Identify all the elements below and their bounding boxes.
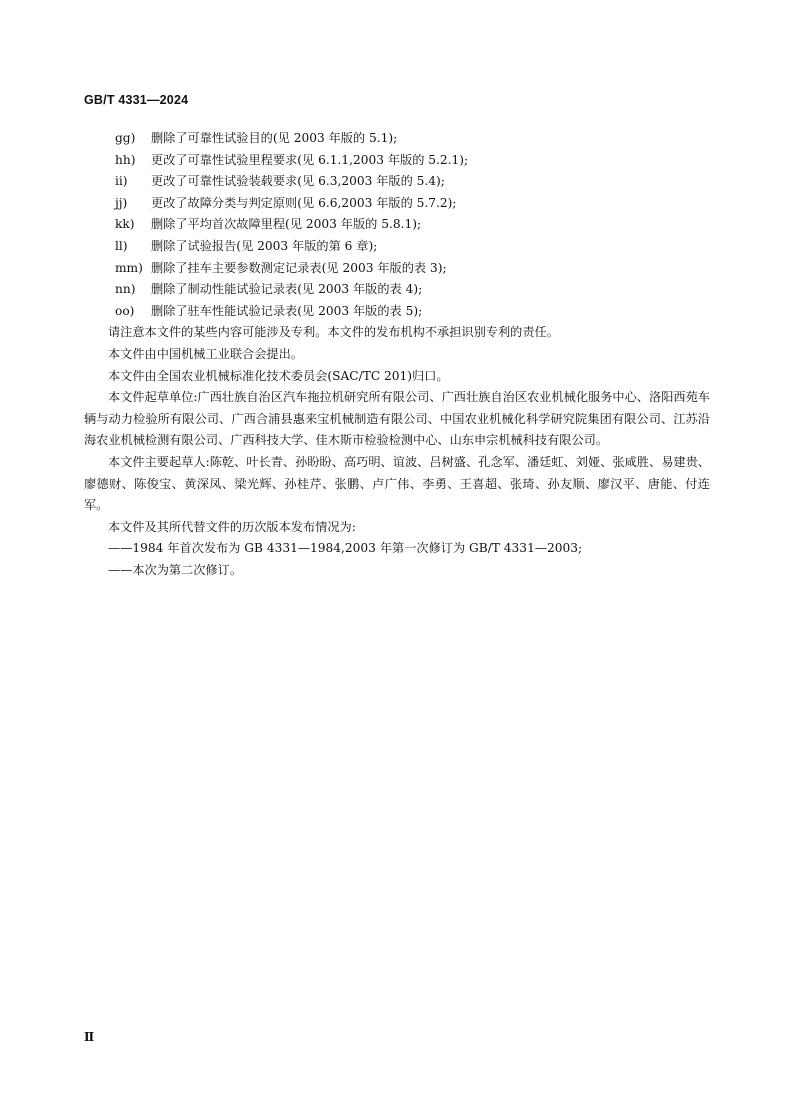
centralized-statement: 本文件由全国农业机械标准化技术委员会(SAC/TC 201)归口。 [108, 368, 449, 383]
item-text: 删除了驻车性能试验记录表(见 2003 年版的表 5); [151, 303, 423, 318]
item-text: 更改了可靠性试验里程要求(见 6.1.1,2003 年版的 5.2.1); [151, 152, 469, 167]
item-text: 更改了故障分类与判定原则(见 6.6,2003 年版的 5.7.2); [151, 195, 457, 210]
item-text: 删除了平均首次故障里程(见 2003 年版的 5.8.1); [151, 217, 422, 232]
item-label: ll) [115, 238, 128, 253]
item-label: jj) [115, 195, 128, 210]
change-item [84, 258, 710, 280]
item-label: ii) [115, 174, 128, 189]
change-item [84, 193, 710, 215]
foreword-body [84, 128, 710, 581]
history-intro: 本文件及其所代替文件的历次版本发布情况为: [108, 519, 356, 534]
change-item [84, 150, 710, 172]
item-label: kk) [115, 217, 135, 232]
change-item [84, 301, 710, 323]
change-item [84, 236, 710, 258]
item-label: nn) [115, 282, 136, 297]
history-item: ——本次为第二次修订。 [108, 562, 243, 577]
drafting-units: 本文件起草单位:广西壮族自治区汽车拖拉机研究所有限公司、广西壮族自治区农业机械化服务中心、洛阳西苑车辆与动力检验所有限公司、广西合浦县惠来宝机械制造有限公司、中国农业机械化科学研究院集团有限公司、江苏沿海农业机械检测有限公司、广西科技大学、佳木斯市检验检测中心、山东申宗机械科技有限公司。 [84, 390, 710, 448]
item-text: 删除了挂车主要参数测定记录表(见 2003 年版的表 3); [151, 260, 447, 275]
change-item [84, 279, 710, 301]
change-item [84, 214, 710, 236]
change-item [84, 128, 710, 150]
main-drafters: 本文件主要起草人:陈乾、叶长青、孙盼盼、高巧明、谊波、吕树盛、孔念军、潘廷虹、刘娅、张咸胜、易建贵、廖德财、陈俊宝、黄深凤、梁光辉、孙桂芹、张鹏、卢广伟、李勇、王喜超、张琦、孙友顺、廖汉平、唐能、付连军。 [84, 454, 710, 513]
item-label: oo) [115, 303, 135, 318]
page-number: Ⅱ [84, 1030, 95, 1044]
item-text: 删除了制动性能试验记录表(见 2003 年版的表 4); [151, 282, 423, 297]
standard-number-header: GB/T 4331—2024 [84, 93, 189, 107]
item-text: 更改了可靠性试验装载要求(见 6.3,2003 年版的 5.4); [151, 174, 445, 189]
item-text: 删除了试验报告(见 2003 年版的第 6 章); [151, 238, 378, 253]
history-item: ——1984 年首次发布为 GB 4331—1984,2003 年第一次修订为 GB/T 4331—2003; [108, 541, 583, 556]
item-label: hh) [115, 152, 136, 167]
item-label: gg) [115, 131, 136, 145]
item-label: mm) [115, 260, 143, 275]
item-text: 删除了可靠性试验目的(见 2003 年版的 5.1); [151, 131, 398, 145]
proposer-statement: 本文件由中国机械工业联合会提出。 [108, 346, 303, 361]
change-item [84, 171, 710, 193]
patent-notice: 请注意本文件的某些内容可能涉及专利。本文件的发布机构不承担识别专利的责任。 [108, 325, 559, 340]
